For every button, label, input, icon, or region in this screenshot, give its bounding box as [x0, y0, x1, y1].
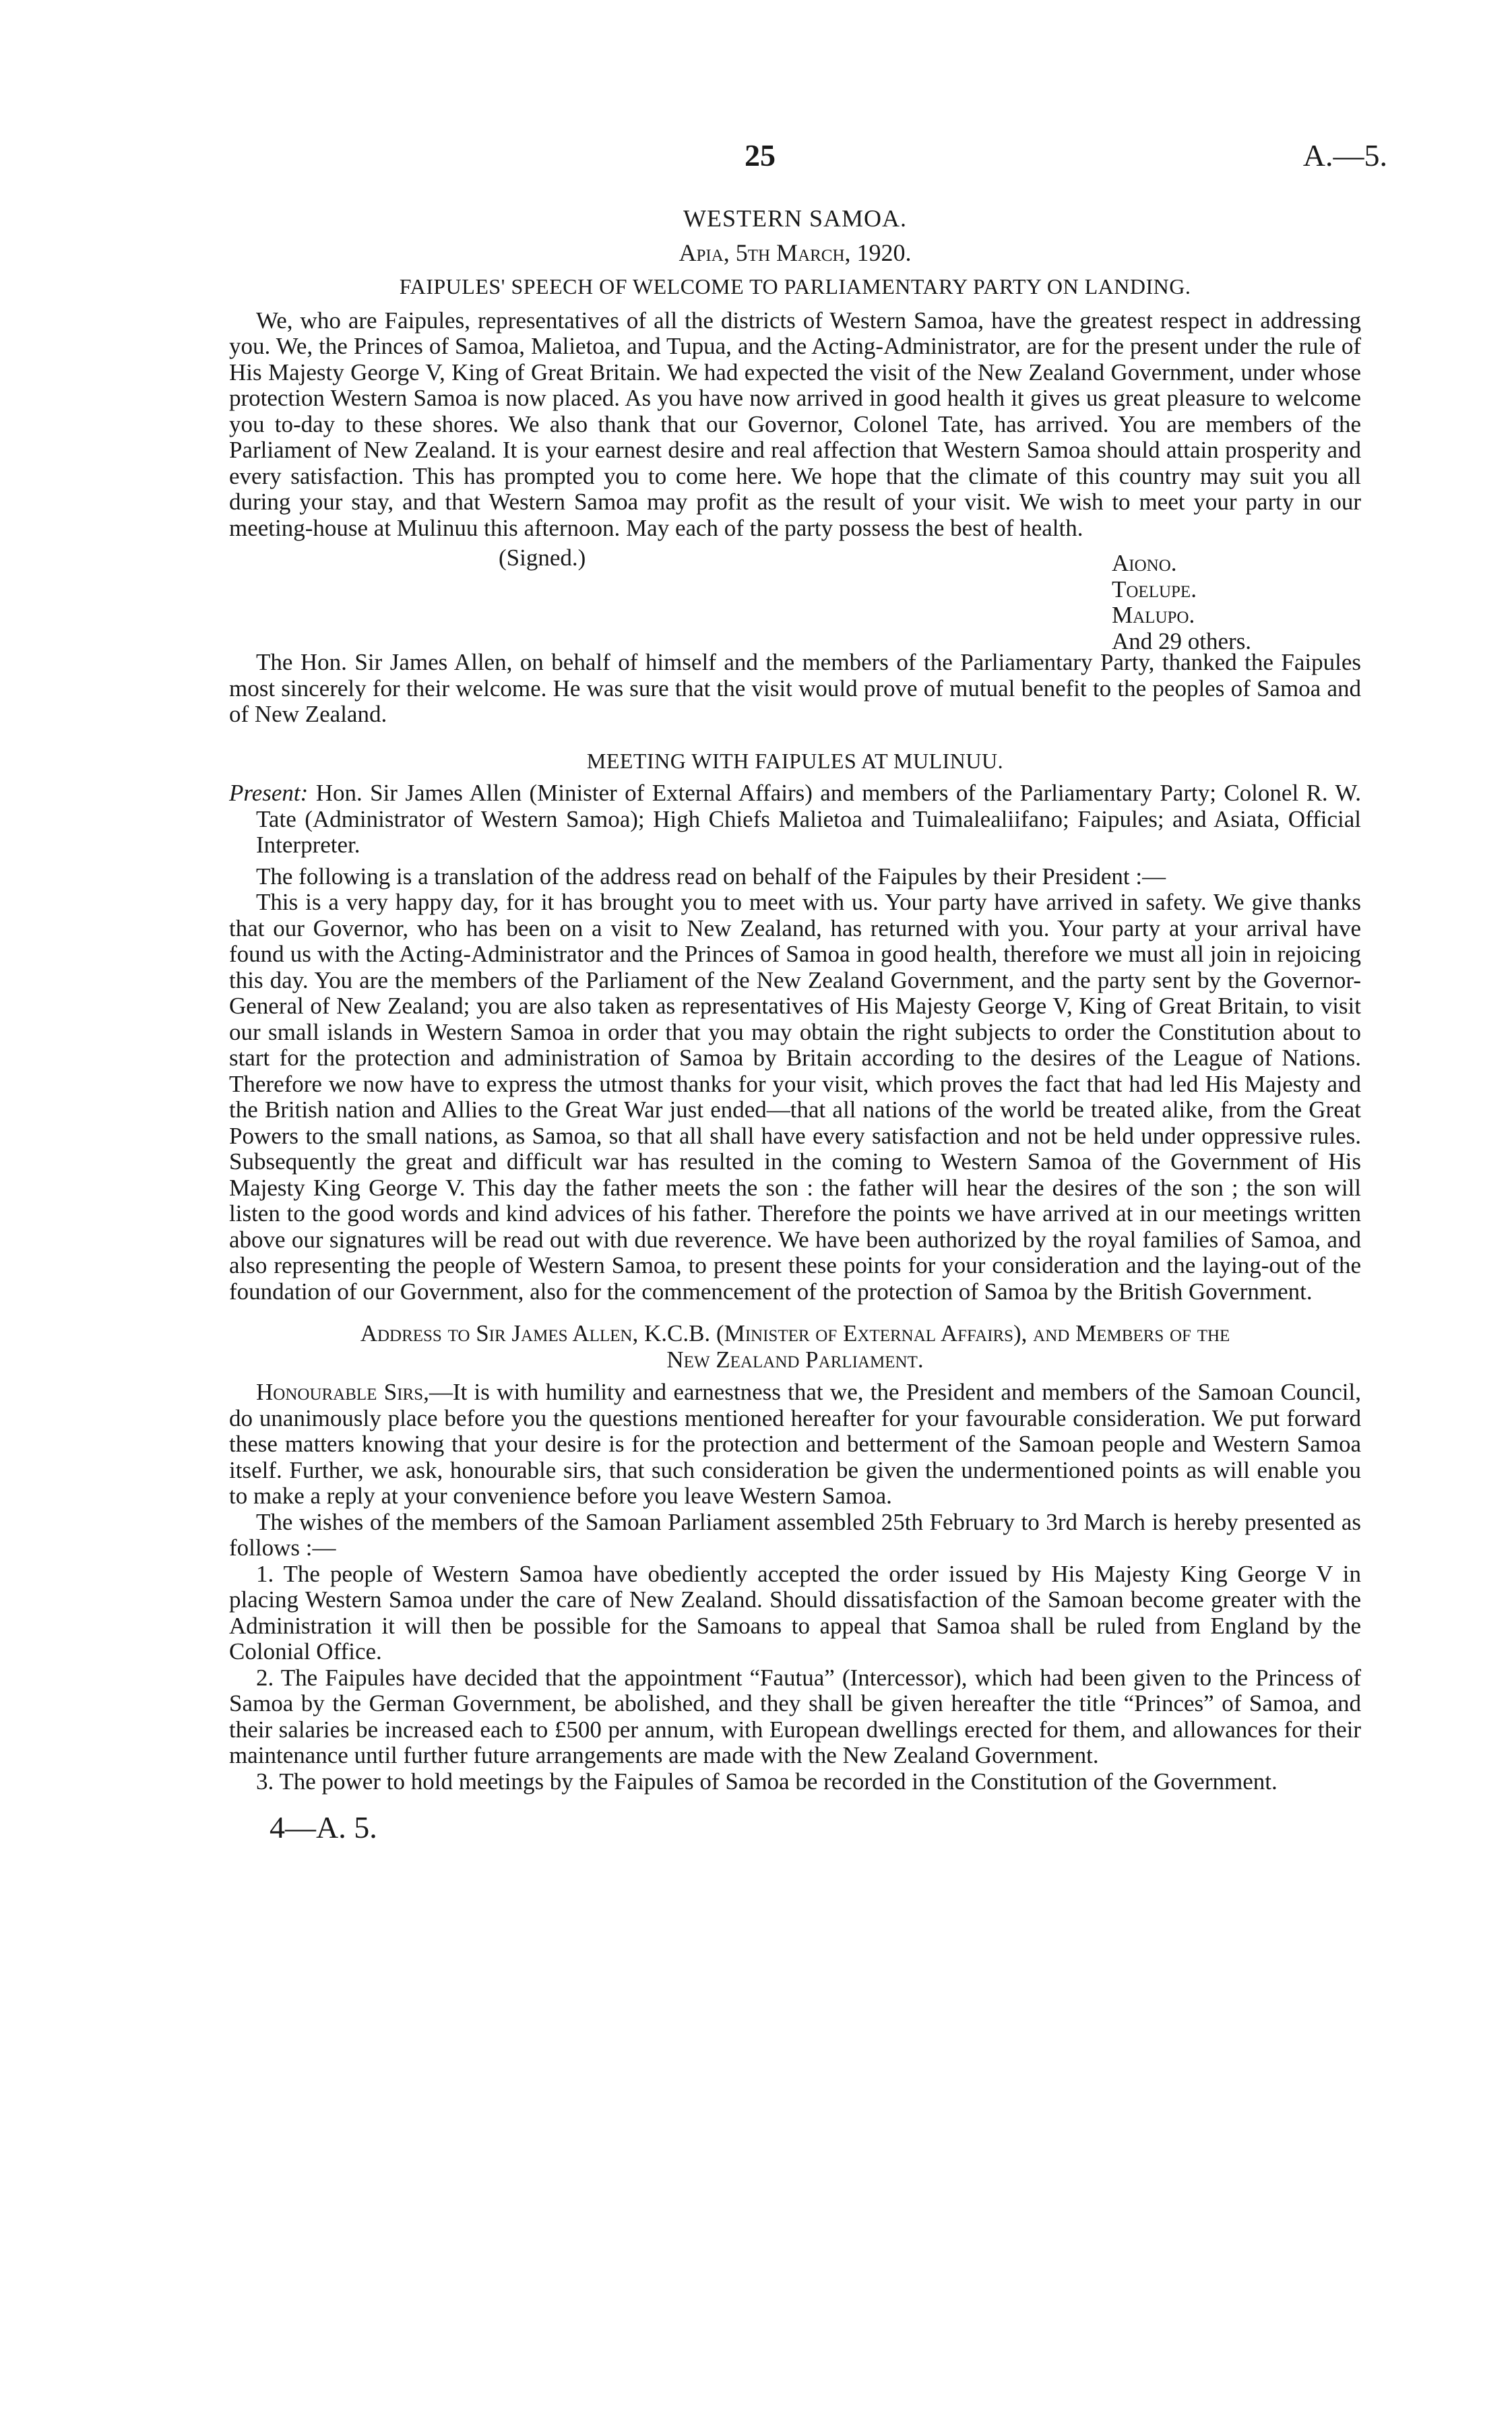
list-item: 2. The Faipules have decided that the appointment “Fautua” (Intercessor), which had been given to the Princess of Samoa by the German Government, be abolished, and they shall be given hereafter the title “Princes” of Samoa, and their salaries be increased each to £500 per annum, with European dwellings erected for them, and allowances for their maintenance until further future arrangements are made with the New Zealand Government.: [229, 1664, 1361, 1768]
signatory: Toelupe.: [1112, 576, 1197, 602]
signed-label: (Signed.): [499, 545, 586, 571]
present-label: Present:: [229, 780, 309, 806]
address-heading-line1: Address to Sir James Allen, K.C.B. (Minister of External Affairs), and Members of the: [360, 1320, 1230, 1346]
translation-intro: The following is a translation of the address read on behalf of the Faipules by their President :—: [256, 863, 1166, 890]
address-heading-line2: New Zealand Parliament.: [666, 1346, 924, 1373]
present-text: Hon. Sir James Allen (Minister of External Affairs) and members of the Parliamentary Party; Colonel R. W. Tate (Administrator of Western Samoa); High Chiefs Malietoa and Tuimalealiifano; Faipules; and Asiata, Official Interpreter.: [256, 780, 1362, 858]
signatory: And 29 others.: [1112, 627, 1252, 654]
document-title: WESTERN SAMOA.: [683, 205, 907, 232]
document-reference: A.—5.: [1302, 138, 1387, 173]
signatory-list: [1112, 551, 1251, 654]
list-item: 3. The power to hold meetings by the Faipules of Samoa be recorded in the Constitution of the Government.: [256, 1768, 1278, 1795]
page-number: 25: [745, 138, 776, 173]
meeting-heading: MEETING WITH FAIPULES AT MULINUU.: [586, 748, 1004, 773]
signature-block: [229, 545, 1361, 654]
present-paragraph: [229, 780, 1361, 859]
salutation: Honourable Sirs,: [256, 1379, 429, 1405]
dateline: Apia, 5th March, 1920.: [679, 239, 912, 266]
speech-body: We, who are Faipules, representatives of all the districts of Western Samoa, have the greatest respect in addressing you. We, the Princes of Samoa, Malietoa, and Tupua, and the Acting-Administrator, are for the present under the rule of His Majesty George V, King of Great Britain. We had expected the visit of the New Zealand Government, under whose protection Western Samoa is now placed. As you have now arrived in good health it gives us great pleasure to welcome you to-day to these shores. We also thank that our Governor, Colonel Tate, has arrived. You are members of the Parliament of New Zealand. It is your earnest desire and real affection that Western Samoa should attain prosperity and every satisfaction. This has prompted you to come here. We hope that the climate of this country may suit you all during your stay, and that Western Samoa may profit as the result of your visit. We wish to meet your party in our meeting-house at Mulinuu this afternoon. May each of the party possess the best of health.: [229, 307, 1361, 541]
wishes-intro: The wishes of the members of the Samoan Parliament assembled 25th February to 3rd March is hereby presented as follows :—: [229, 1508, 1361, 1561]
signatory: Aiono.: [1112, 550, 1177, 576]
address-body: This is a very happy day, for it has brought you to meet with us. Your party have arrived in safety. We give thanks that our Governor, who has been on a visit to New Zealand, has returned with you. Your party at your arrival have found us with the Acting-Administrator and the Princes of Samoa in good health, therefore we must all join in rejoicing this day. You are the members of the Parliament of the New Zealand Government, and the party sent by the Governor-General of New Zealand; you are also taken as representatives of His Majesty George V, King of Great Britain, to visit our small islands in Western Samoa in order that you may obtain the right subjects to order the Constitution about to start for the protection and administration of Samoa by Britain according to the desires of the League of Nations. Therefore we now have to express the utmost thanks for your visit, which proves the fact that had led His Majesty and the British nation and Allies to the Great War just ended—that all nations of the world be treated alike, from the Great Powers to the small nations, as Samoa, so that all shall have every satisfaction and not be held under oppressive rules. Subsequently the great and difficult war has resulted in the coming to Western Samoa of the Government of His Majesty King George V. This day the father meets the son : the father will hear the desires of the son ; the son will listen to the good words and kind advices of his father. Therefore the points we have arrived at in our meetings written above our signatures will be read out with due reverence. We have been authorized by the royal families of Samoa, and also representing the people of Western Samoa, to present these points for your consideration and the laying-out of the foundation of our Government, also for the commencement of the protection of Samoa by the British Government.: [229, 889, 1361, 1305]
footer-reference: 4—A. 5.: [270, 1810, 377, 1844]
page-content: [229, 205, 1362, 1844]
honourable-paragraph: [229, 1379, 1361, 1510]
honourable-body: —It is with humility and earnestness that we, the President and members of the Samoan Council, do unanimously place before you the questions mentioned hereafter for your favourable consideration. We put forward these matters knowing that your desire is for the protection and betterment of the Samoan people and Western Samoa itself. Further, we ask, honourable sirs, that such consideration be given the undermentioned points as will enable you to make a reply at your convenience before you leave Western Samoa.: [229, 1379, 1361, 1509]
allen-reply: The Hon. Sir James Allen, on behalf of himself and the members of the Parliamentary Party, thanked the Faipules most sincerely for their welcome. He was sure that the visit would prove of mutual benefit to the peoples of Samoa and of New Zealand.: [229, 649, 1361, 727]
list-item: 1. The people of Western Samoa have obediently accepted the order issued by His Majesty King George V in placing Western Samoa under the care of New Zealand. Should dissatisfaction of the Samoan become greater with the Administration it will then be possible for the Samoans to appeal that Samoa shall be ruled from England by the Colonial Office.: [229, 1560, 1361, 1665]
page-header: [0, 138, 1512, 183]
signatory: Malupo.: [1112, 602, 1195, 628]
speech-heading: FAIPULES' SPEECH OF WELCOME TO PARLIAMENTARY PARTY ON LANDING.: [399, 274, 1191, 299]
